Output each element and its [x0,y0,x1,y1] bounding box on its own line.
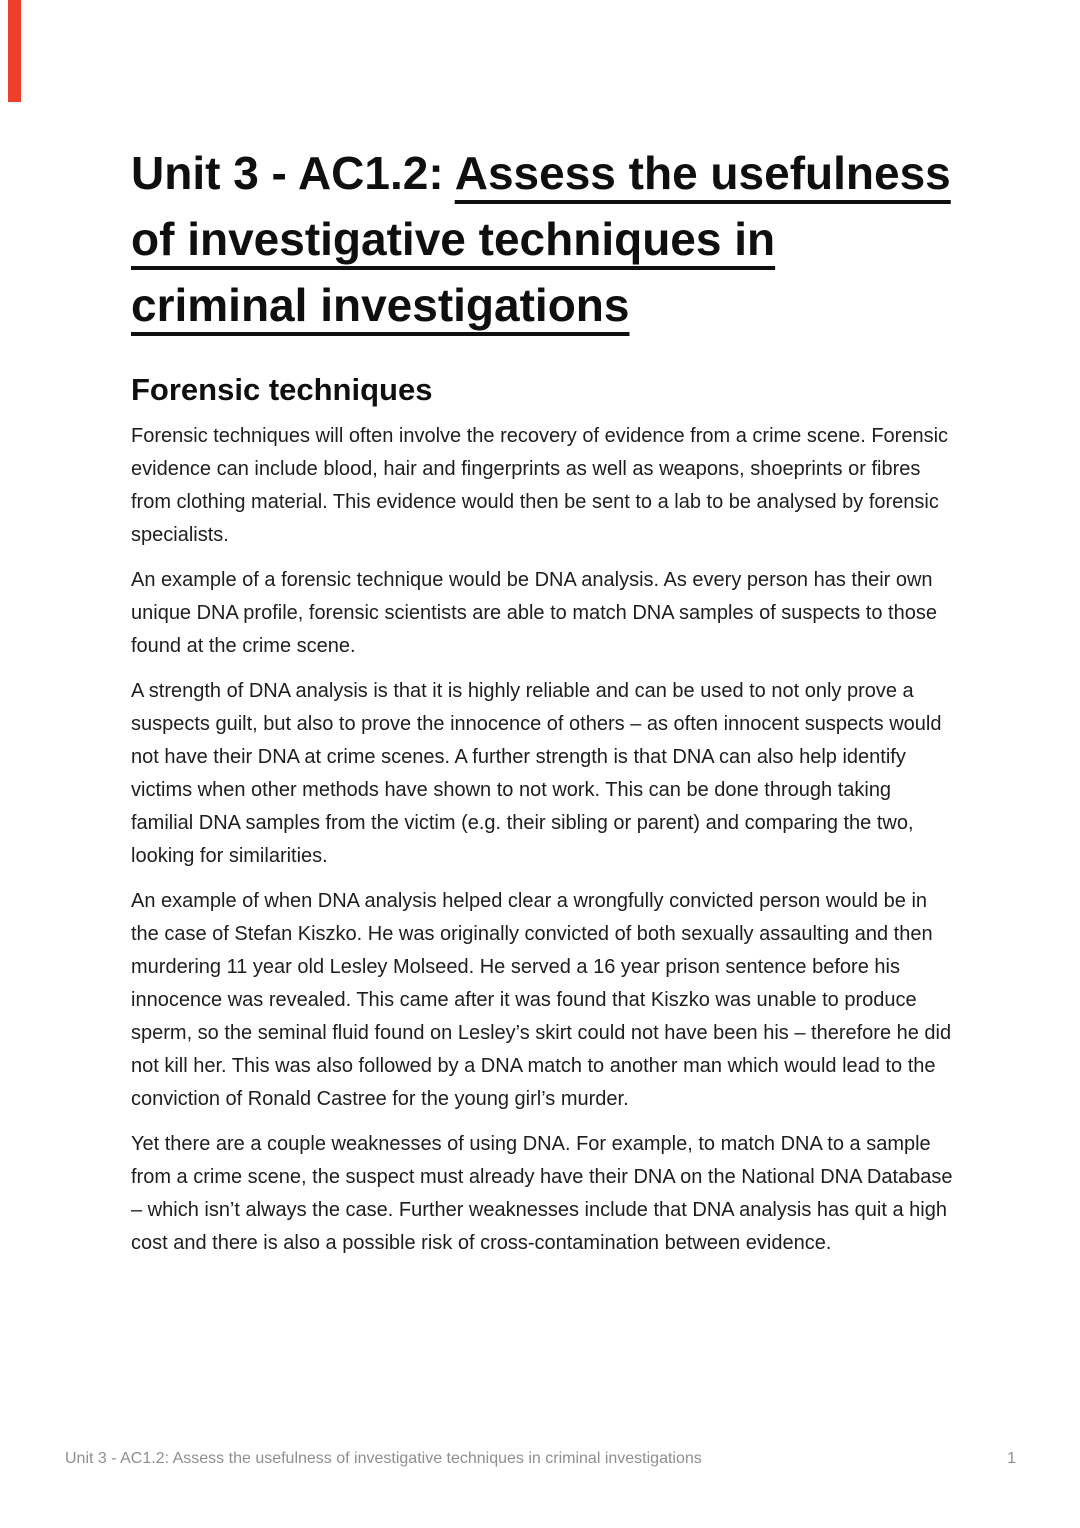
footer-document-title: Unit 3 - AC1.2: Assess the usefulness of investigative techniques in criminal investigations [65,1450,702,1467]
paragraph-forensic-intro: Forensic techniques will often involve the recovery of evidence from a crime scene. Forensic evidence can include blood, hair and fingerprints as well as weapons, shoeprints or fibres from clothing material. This evidence would then be sent to a lab to be analysed by forensic specialists. [131,425,949,546]
paragraph-dna-weaknesses: Yet there are a couple weaknesses of using DNA. For example, to match DNA to a sample from a crime scene, the suspect must already have their DNA on the National DNA Database – which isn’t always the case. Further weaknesses include that DNA analysis has quit a high cost and there is also a possible risk of cross-contamination between evidence. [131,1133,953,1254]
document-content [131,0,953,1260]
paragraph-dna-strengths: A strength of DNA analysis is that it is highly reliable and can be used to not only prove a suspects guilt, but also to prove the innocence of others – as often innocent suspects would not have their DNA at crime scenes. A further strength is that DNA can also help identify victims when other methods have shown to not work. This can be done through taking familial DNA samples from the victim (e.g. their sibling or parent) and comparing the two, looking for similarities. [131,680,942,867]
page-title [131,140,953,338]
paragraph-dna-example: An example of a forensic technique would be DNA analysis. As every person has their own unique DNA profile, forensic scientists are able to match DNA samples of suspects to those found at the crime scene. [131,569,937,657]
footer-page-number: 1 [1007,1450,1016,1467]
page-title-prefix: Unit 3 - AC1.2: [131,147,455,199]
paragraph-kiszko-case: An example of when DNA analysis helped clear a wrongfully convicted person would be in the case of Stefan Kiszko. He was originally convicted of both sexually assaulting and then murdering 11 year old Lesley Molseed. He served a 16 year prison sentence before his innocence was revealed. This came after it was found that Kiszko was unable to produce sperm, so the seminal fluid found on Lesley’s skirt could not have been his – therefore he did not kill her. This was also followed by a DNA match to another man which would lead to the conviction of Ronald Castree for the young girl’s murder. [131,890,952,1110]
page-footer [65,1448,1016,1470]
section-heading: Forensic techniques [131,372,433,407]
page-title-underlined: Assess the usefulness of investigative techniques in criminal investigations [131,147,951,331]
page-edge-marker [8,0,21,102]
